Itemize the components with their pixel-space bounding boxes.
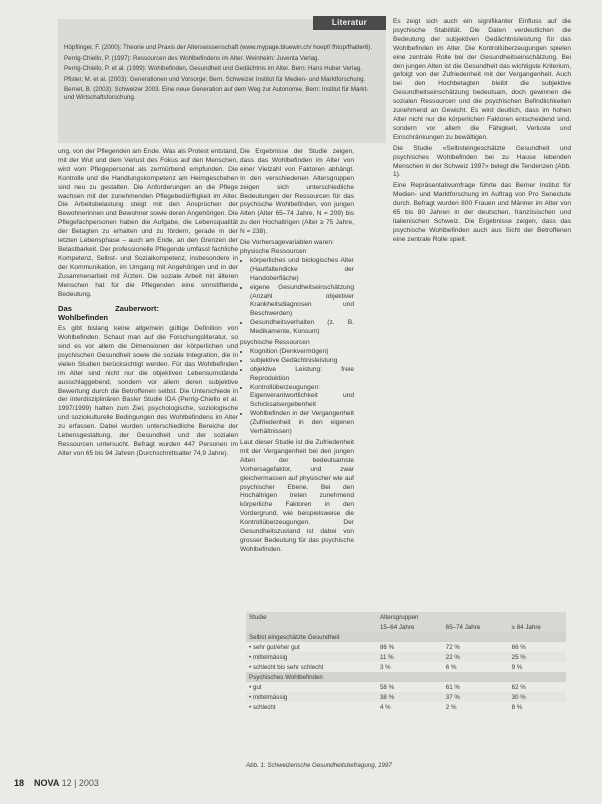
column-right-body-1: Es zeigt sich auch ein signifikanter Einfluss auf die psychische Stabilität. Die Daten verdeutlichen die Bedeutung der subjektiven Gedächtnisleistung für das Wohlbefinden im Alter. Die Kontrollüberzeugungen spielen eine zentrale Rolle bei der Gesundheitseinschätzung. Bei den jungen Alten ist die Gesundheit das wichtigste Kriterium, gefolgt von der Zufriedenheit mit der Vergangenheit. Auch bei den Hochbetagten bleibt die subjektive Gesundheitseinschätzung bedeutsam, doch gewinnen die sozialen Ressourcen und die psychischen Befindlichkeiten zunehmend an Gewicht. Es wird deutlich, dass im hohen Alter nicht nur die körperlichen Faktoren entscheidend sind, sondern vor allem die Fähigkeit, Verluste und Einschränkungen zu bewältigen. bbox=[393, 18, 571, 141]
table-cell: 58 % bbox=[379, 683, 395, 691]
column-middle bbox=[240, 148, 354, 555]
table-section-row bbox=[246, 632, 566, 642]
list-item: • objektive Leistung: freie Reproduktion bbox=[250, 366, 354, 384]
table-cell: 61 % bbox=[445, 683, 460, 691]
table-row bbox=[246, 642, 566, 652]
table-cell: • gut bbox=[249, 683, 262, 691]
literature-entry: Perrig-Chiello, P. (1997): Ressourcen des Wohlbefindens im Alter. Weinheim: Juventa Verlag. bbox=[64, 54, 320, 62]
table-section-label: Selbst eingeschätzte Gesundheit bbox=[249, 633, 340, 641]
table-header-cell: Studie bbox=[249, 613, 267, 621]
page-footer bbox=[14, 778, 99, 788]
table-cell: • sehr gut/eher gut bbox=[249, 643, 300, 651]
table-cell: 6 % bbox=[445, 663, 457, 671]
table-header-cell: ≥ 84 Jahre bbox=[511, 623, 541, 631]
table-row bbox=[246, 662, 566, 672]
table-header-row bbox=[246, 622, 566, 632]
list-item: • Wohlbefinden in der Vergangenheit (Zufriedenheit in den eigenen Verhältnissen) bbox=[250, 410, 354, 437]
column-right-body-3: Eine Repräsentativumfrage führte das Berner Institut für Medien- und Marktforschung im Auftrag von Pro Senectute durch. Befragt wurden 800 Frauen und Männer im Alter von 65 bis 80 Jahren in der deutschen, französischen und italienischen Schweiz. Die Ergebnisse zeigen, dass das psychische Wohlbefinden auch aus Sicht der Betroffenen eine zentrale Rolle spielt. bbox=[393, 182, 571, 243]
list-item: • Gesundheitsverhalten (z. B. Medikamente, Konsum) bbox=[250, 319, 354, 337]
table-cell: 25 % bbox=[511, 653, 526, 661]
table-cell: 38 % bbox=[379, 693, 395, 701]
table-cell: 86 % bbox=[379, 643, 395, 651]
column-middle-body: Laut dieser Studie ist die Zufriedenheit mit der Vergangenheit bei den jungen Alten der bedeutsamste Vorhersagefaktor, und zwar gleichermassen auf physischer wie auf psychischer Ebene. Bei den Hochaltrigen treten zunehmend körperliche Faktoren in den Vordergrund, wie beispielsweise die Kontrollüberzeugungen. Der Gesundheitszustand ist dabei von grosser Bedeutung für das psychische Wohlbefinden. bbox=[240, 439, 354, 553]
issue-number: 12 | 2003 bbox=[61, 778, 99, 788]
table-header-cell: 65–74 Jahre bbox=[445, 623, 481, 631]
column-right-body-2: Die Studie «Selbsteingeschätzte Gesundheit und psychisches Wohlbefinden bei zu Hause lebenden Menschen in der Schweiz 1997» belegt die Tendenzen (Abb. 1). bbox=[393, 144, 571, 179]
literature-list bbox=[64, 44, 380, 105]
table-cell: 22 % bbox=[445, 653, 460, 661]
list-item: • eigene Gesundheitseinschätzung (Anzahl objektiver Krankheitsdiagnosen und Beschwerden) bbox=[250, 284, 354, 320]
list-item: • subjektive Gedächtnisleistung bbox=[250, 357, 354, 366]
literature-entry: Höpflinger, F. (2000): Theorie und Praxis der Alterswissenschaft (www.mypage.bluewin.ch/ hoepf/ fhtop/fhalter6). bbox=[64, 44, 373, 51]
table-cell: 62 % bbox=[511, 683, 526, 691]
table-cell: 9 % bbox=[511, 663, 523, 671]
table-cell: 72 % bbox=[445, 643, 460, 651]
table-cell: 4 % bbox=[379, 703, 391, 711]
psychic-resources-label: psychische Ressourcen bbox=[240, 339, 310, 347]
literature-tag: Literatur bbox=[313, 16, 386, 30]
predictor-lead: Die Vorhersagevariablen waren: bbox=[240, 239, 334, 247]
table-cell: • mittelmässig bbox=[249, 653, 288, 661]
column-left-intro: ung, von der Pflegenden am Ende. Was als Protest entstand, mit der Wut und dem Verlust des Fokus auf den Menschen, wird vom Pflegepersonal als zermürbend empfunden. Die Kontrolle und die Handlungskompetenz am Heimgeschehen sind neu zu gestalten. Die Anforderungen an die Pflege wachsen mit der zunehmenden Pflegebedürftigkeit im Alter. Die Arbeitsbelastung steigt mit den Ansprüchen der Bewohnerinnen und Bewohner sowie deren Angehörigen. Die Pflegefachpersonen haben die Aufgabe, die Lebensqualität der Betagten zu erhalten und zu fördern, gerade in der letzten Lebensphase – auch am Ende, an den Grenzen der Belastbarkeit. Der professionelle Pflegende umfasst fachliche Kompetenz, Selbst- und Sozialkompetenz, insbesondere in der Kommunikation, im Umgang mit Angehörigen und in der Zusammenarbeit mit Ärzten. Die soziale Arbeit mit älteren Menschen hat für die Pflegenden eine sinnstiftende Bedeutung. bbox=[58, 148, 238, 298]
column-left-body: Es gibt bislang keine allgemein gültige Definition von Wohlbefinden. Schaut man auf die Forschungsliteratur, so sind es vor allem die Dimensionen der körperlichen und psychischen Gesundheit sowie die soziale Integration, die in vielen Studien berücksichtigt werden. Für das Wohlbefinden im Alter sind nicht nur die objektiven Lebensumstände ausschlaggebend, sondern vor allem deren subjektive Bewertung durch die Betroffenen selbst. Die Unterschiede in der interdisziplinären Basler Studie IDA (Perrig-Chiello et al. 1997/1999) hatten zum Ziel, psychologische, soziologische und soziokulturelle Bedingungen des Wohlbefindens im Alter zu erfassen. Dabei wurden unterschiedliche Bereiche der Lebensgestaltung, der Gesundheit und der sozialen Ressourcen untersucht. Befragt wurden 447 Personen im Alter von 65 bis 94 Jahren (Durchschnittsalter 74,9 Jahre). bbox=[58, 325, 238, 457]
list-item: • Kognition (Denkvermögen) bbox=[250, 348, 354, 357]
table-cell: 2 % bbox=[445, 703, 457, 711]
list-item: • Kontrollüberzeugungen: Eigenverantwortlichkeit und Schicksalsergebenheit bbox=[250, 384, 354, 411]
table-row bbox=[246, 682, 566, 692]
table-cell: 8 % bbox=[511, 703, 523, 711]
table-cell: 3 % bbox=[379, 663, 391, 671]
literature-entry: Pfister, M. et al. (2003): Generationen und Vorsorge; Bern. Schweizer Institut für Medien- und Marktforschung. bbox=[64, 75, 366, 83]
table-cell: 66 % bbox=[511, 643, 526, 651]
table-group-header: Altersgruppen bbox=[379, 613, 419, 621]
table-cell: • schlecht bis sehr schlecht bbox=[249, 663, 324, 671]
column-right bbox=[393, 18, 571, 245]
table-row bbox=[246, 652, 566, 662]
table-header-row bbox=[246, 612, 566, 622]
health-table bbox=[246, 612, 566, 712]
literature-entry: Bernet, B. (2003): Schweizer 2003. Eine neue Generation auf dem Weg zur Autonomie, Bern: Institut für Markt- und Wirtschaftsforschung. bbox=[64, 86, 369, 101]
magazine-name: NOVA bbox=[34, 778, 60, 788]
physical-resources-list bbox=[240, 257, 354, 337]
section-heading: Das Zauberwort: Wohlbefinden bbox=[58, 304, 159, 323]
psychic-resources-list bbox=[240, 348, 354, 437]
list-item: • körperliches und biologisches Alter (Hautfaltendicke der Handoberfläche) bbox=[250, 257, 354, 284]
table-section-label: Psychisches Wohlbefinden bbox=[249, 673, 323, 681]
table-cell: • schlecht bbox=[249, 703, 276, 711]
literature-entry: Perrig-Chiello, P. et al. (1999): Wohlbefinden, Gesundheit und Gedächtnis im Alter. Bern: Hans Huber Verlag. bbox=[64, 65, 362, 73]
table-cell: 37 % bbox=[445, 693, 460, 701]
column-middle-intro: Die Ergebnisse der Studie zeigen, dass das Wohlbefinden im Alter von einer Vielzahl von Faktoren abhängt. In den verschiedenen Altersgruppen zeigen sich unterschiedliche Bedeutungen der Ressourcen für das psychische Wohlbefinden, von jungen Alten (Alter 65–74 Jahre, N = 209) bis zu den Hochaltrigen (Alter ≥ 75 Jahre, N = 238). bbox=[240, 148, 354, 236]
table-cell: 11 % bbox=[379, 653, 394, 661]
table-row bbox=[246, 702, 566, 712]
table-row bbox=[246, 692, 566, 702]
table-section-row bbox=[246, 672, 566, 682]
physical-resources-label: physische Ressourcen bbox=[240, 247, 307, 255]
table-cell: • mittelmässig bbox=[249, 693, 288, 701]
table-caption: Abb. 1: Schweizerische Gesundheitsbefragung, 1997 bbox=[246, 762, 392, 769]
table-cell: 30 % bbox=[511, 693, 526, 701]
page-number: 18 bbox=[14, 778, 25, 788]
table-header-cell: 15–64 Jahre bbox=[379, 623, 415, 631]
column-left bbox=[58, 148, 238, 459]
